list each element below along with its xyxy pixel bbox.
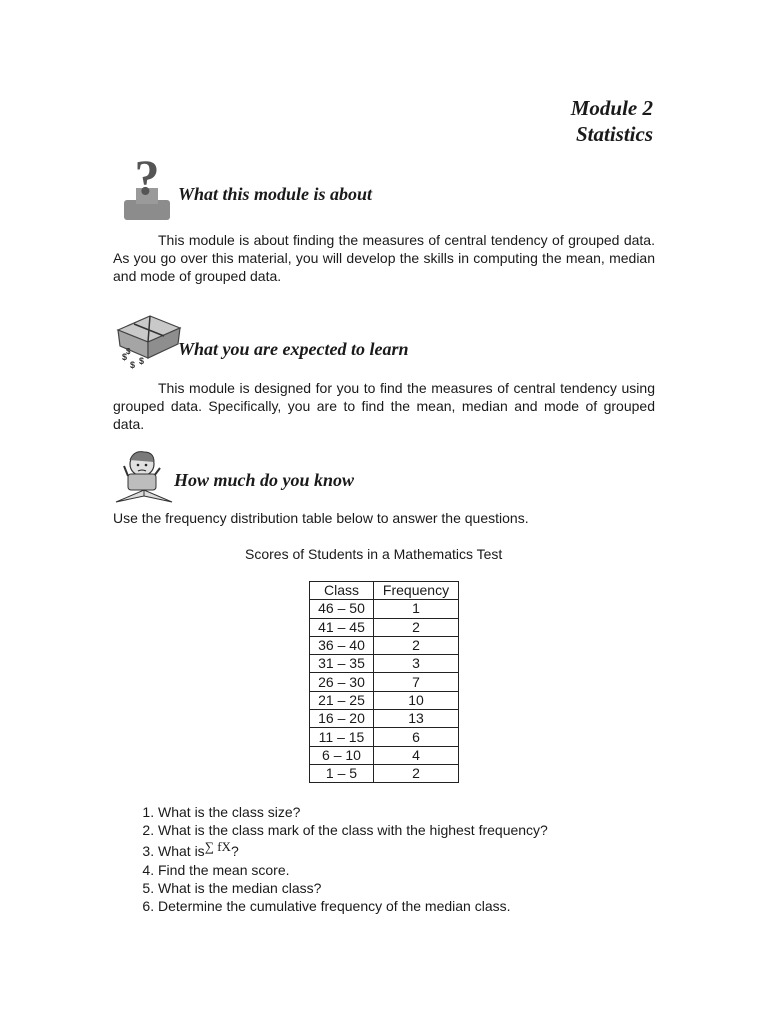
frequency-cell: 2 (374, 618, 459, 636)
module-header (571, 95, 653, 147)
question-text: ? (230, 843, 239, 859)
table-row (310, 618, 459, 636)
svg-text:$: $ (130, 360, 136, 370)
summation-symbol: ∑ fX (204, 839, 231, 854)
frequency-cell: 13 (374, 710, 459, 728)
question-item (158, 839, 548, 861)
table-row (310, 636, 459, 654)
frequency-cell: 1 (374, 600, 459, 618)
class-cell: 1 – 5 (310, 764, 374, 782)
table-header-row (310, 582, 459, 600)
expected-paragraph (113, 379, 655, 433)
frequency-cell: 4 (374, 746, 459, 764)
svg-text:$: $ (139, 356, 145, 366)
question-item (158, 861, 548, 879)
class-cell: 31 – 35 (310, 655, 374, 673)
table-row (310, 710, 459, 728)
frequency-cell: 7 (374, 673, 459, 691)
question-list (134, 803, 548, 915)
table-row (310, 600, 459, 618)
table-row (310, 728, 459, 746)
table-row (310, 764, 459, 782)
question-text: What is the class size? (158, 804, 301, 820)
know-intro: Use the frequency distribution table below to answer the questions. (113, 510, 529, 526)
frequency-cell: 2 (374, 764, 459, 782)
question-text: What is the class mark of the class with the highest frequency? (158, 822, 548, 838)
frequency-cell: 6 (374, 728, 459, 746)
question-text: Find the mean score. (158, 862, 290, 878)
frequency-cell: 3 (374, 655, 459, 673)
question-text: What is the median class? (158, 880, 322, 896)
table-row (310, 673, 459, 691)
table-caption: Scores of Students in a Mathematics Test (245, 546, 503, 562)
class-cell: 21 – 25 (310, 691, 374, 709)
section-title-know: How much do you know (174, 470, 355, 490)
table-row (310, 746, 459, 764)
gift-box-icon (112, 310, 184, 372)
class-cell: 26 – 30 (310, 673, 374, 691)
section-title-expected: What you are expected to learn (178, 339, 409, 359)
class-cell: 41 – 45 (310, 618, 374, 636)
table-row (310, 655, 459, 673)
expected-text: This module is designed for you to find the measures of central tendency using grouped data. Specifically, you are to find the mean, median and mode of grouped data. (113, 380, 655, 432)
svg-text:$: $ (126, 347, 131, 356)
svg-text:?: ? (134, 150, 160, 205)
module-subject: Statistics (575, 122, 653, 146)
about-text: This module is about finding the measures of central tendency of grouped data. As you go over this material, you will develop the skills in computing the mean, median and mode of grouped data. (113, 232, 655, 284)
question-text: What is (158, 843, 205, 859)
column-header-class: Class (310, 582, 374, 600)
column-header-frequency: Frequency (374, 582, 459, 600)
class-cell: 36 – 40 (310, 636, 374, 654)
table-row (310, 691, 459, 709)
class-cell: 11 – 15 (310, 728, 374, 746)
question-item (158, 897, 548, 915)
frequency-cell: 10 (374, 691, 459, 709)
section-title-about: What this module is about (178, 184, 373, 204)
question-item (158, 879, 548, 897)
svg-text:$: $ (122, 352, 128, 362)
student-reading-icon (114, 446, 174, 506)
question-mark-icon (120, 150, 172, 222)
frequency-cell: 2 (374, 636, 459, 654)
class-cell: 6 – 10 (310, 746, 374, 764)
question-text: Determine the cumulative frequency of the median class. (158, 898, 511, 914)
frequency-table (309, 581, 459, 783)
class-cell: 46 – 50 (310, 600, 374, 618)
class-cell: 16 – 20 (310, 710, 374, 728)
question-item (158, 821, 548, 839)
module-number: Module 2 (570, 96, 653, 120)
question-item (158, 803, 548, 821)
about-paragraph (113, 231, 655, 285)
